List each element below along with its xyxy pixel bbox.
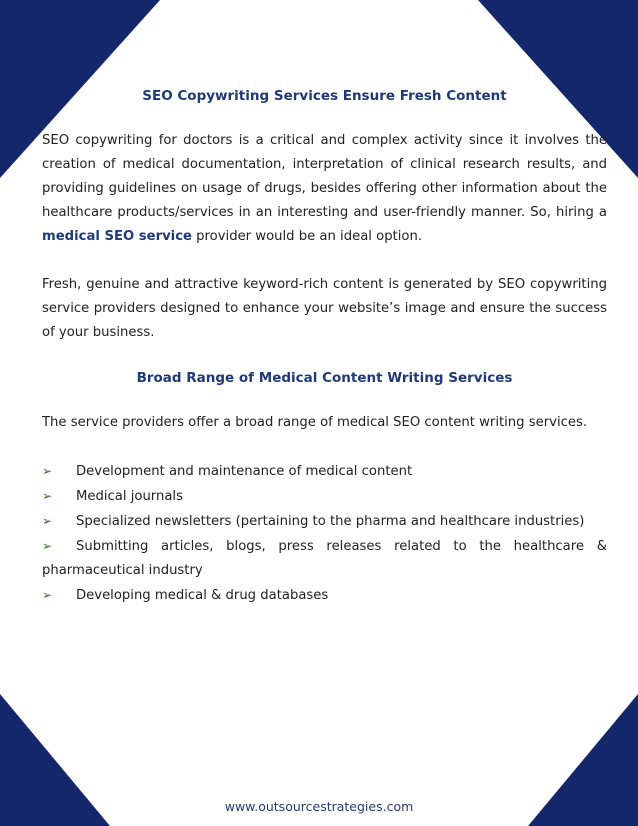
list-item-text: Developing medical & drug databases [76, 588, 329, 603]
list-item [42, 459, 607, 484]
list-item [42, 534, 607, 583]
paragraph-text: provider would be an ideal option. [191, 229, 423, 244]
list-item [42, 509, 607, 534]
arrow-bullet-icon: ➢ [42, 539, 53, 553]
paragraph-text: SEO copywriting for doctors is a critical and complex activity since it involves the creation of medical documentation, interpretation of clinical research results, and providing guidelines on usage of drugs, besides offering other information about the healthcare products/services in an interesting and user-friendly manner. So, hiring a [42, 133, 607, 220]
footer-website-link[interactable]: www.outsourcestrategies.com [224, 799, 414, 814]
list-item-text: Development and maintenance of medical content [76, 464, 413, 479]
section-heading-content-services: Broad Range of Medical Content Writing Services [136, 370, 513, 386]
services-list [42, 459, 607, 608]
arrow-bullet-icon: ➢ [42, 464, 53, 478]
list-item-text: Specialized newsletters (pertaining to the pharma and healthcare industries) [76, 514, 585, 529]
paragraph-services-intro: The service providers offer a broad range of medical SEO content writing services. [42, 415, 588, 430]
paragraph-seo-copywriting [42, 129, 607, 249]
list-item [42, 583, 607, 608]
arrow-bullet-icon: ➢ [42, 489, 53, 503]
arrow-bullet-icon: ➢ [42, 514, 53, 528]
section-heading-seo-copywriting: SEO Copywriting Services Ensure Fresh Content [142, 88, 507, 104]
medical-seo-service-link[interactable]: medical SEO service [42, 229, 192, 244]
paragraph-fresh-content: Fresh, genuine and attractive keyword-rich content is generated by SEO copywriting service providers designed to enhance your website’s image and ensure the success of your business. [42, 277, 607, 340]
list-item-text: Medical journals [76, 489, 183, 504]
list-item-text: Submitting articles, blogs, press releases related to the healthcare & pharmaceutical industry [42, 539, 607, 578]
document-body [42, 84, 607, 608]
list-item [42, 484, 607, 509]
arrow-bullet-icon: ➢ [42, 588, 53, 602]
